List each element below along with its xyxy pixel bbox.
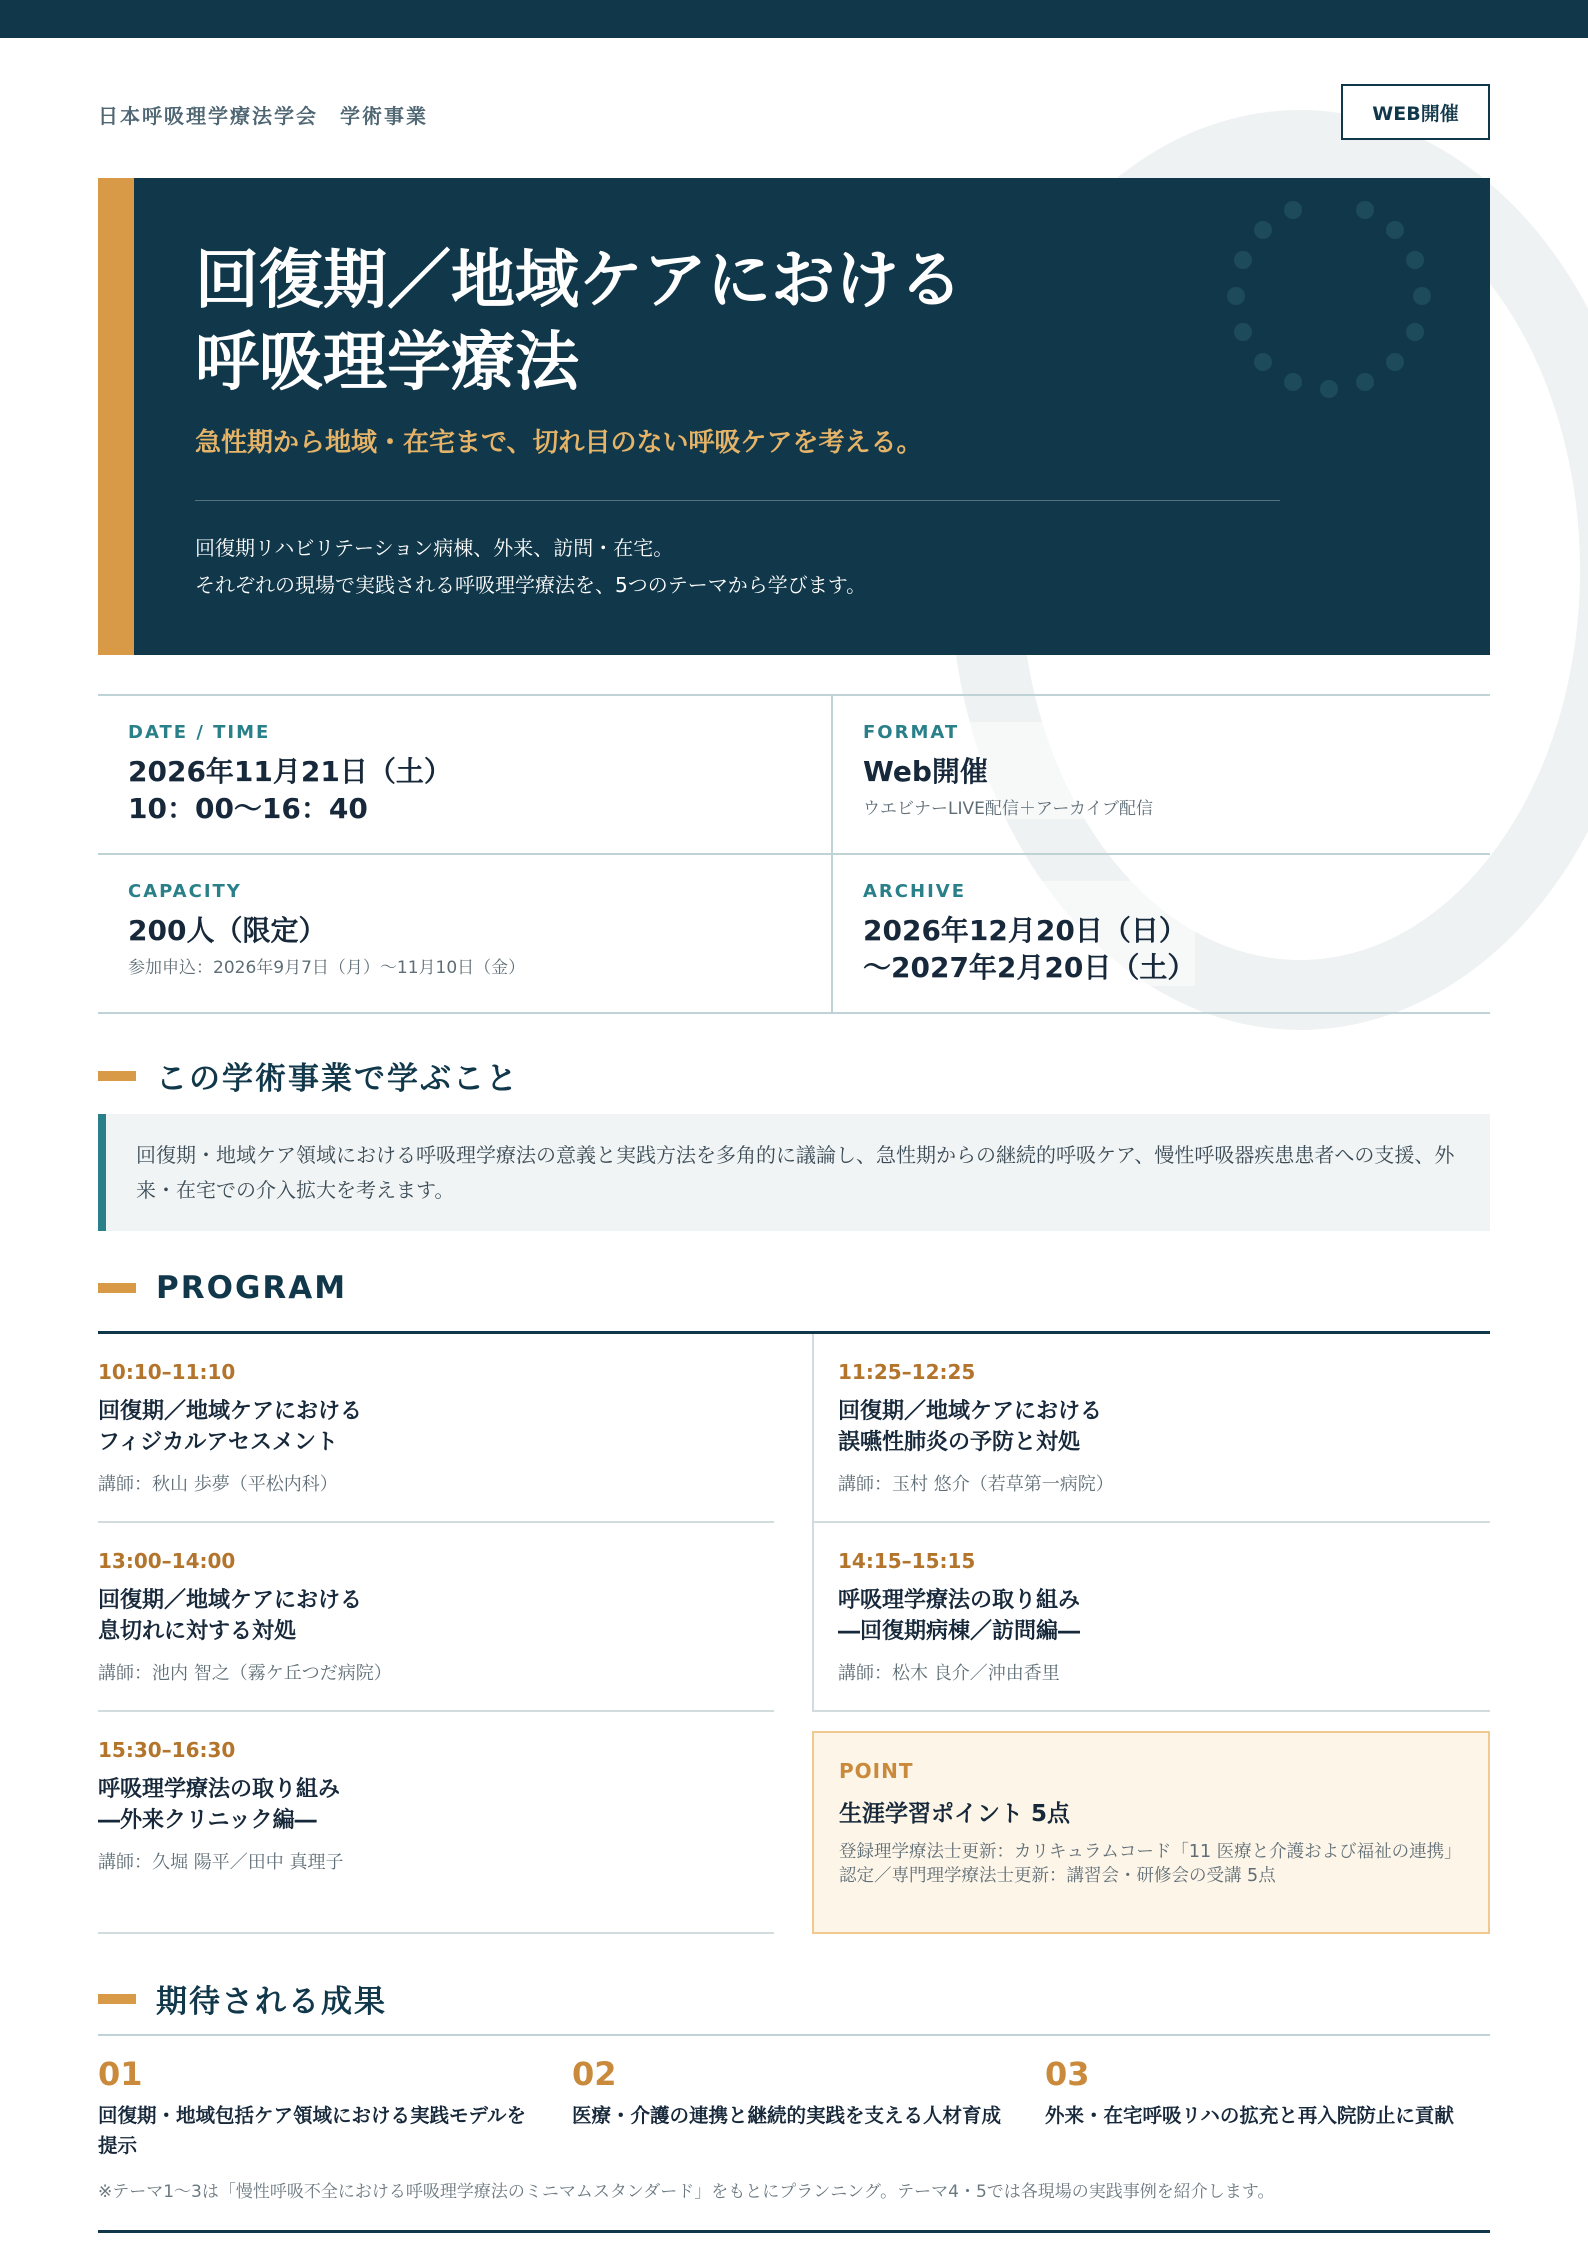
decorative-dot bbox=[1406, 251, 1424, 269]
program-session-5 bbox=[98, 1738, 343, 1874]
info-archive-label: ARCHIVE bbox=[863, 881, 966, 902]
decorative-dot bbox=[1386, 221, 1404, 239]
learn-summary: 回復期・地域ケア領域における呼吸理学療法の意義と実践方法を多角的に議論し、急性期からの継続的呼吸ケア、慢性呼吸器疾患患者への支援、外来・在宅での介入拡大を考えます。 bbox=[98, 1114, 1490, 1231]
info-archive bbox=[863, 881, 1195, 986]
outcome-text: 回復期・地域包括ケア領域における実践モデルを提示 bbox=[98, 2104, 527, 2157]
section-marker bbox=[98, 1071, 136, 1081]
program-session-4 bbox=[838, 1549, 1080, 1685]
decorative-dot bbox=[1406, 323, 1424, 341]
session-time: 15:30–16:30 bbox=[98, 1738, 236, 1762]
decorative-dot bbox=[1413, 287, 1431, 305]
footnote: ※テーマ1〜3は「慢性呼吸不全における呼吸理学療法のミニマムスタンダード」をもとにプランニング。テーマ4・5では各現場の実践事例を紹介します。 bbox=[98, 2182, 1275, 2202]
outcome-item-2 bbox=[572, 2055, 1012, 2131]
outcome-item-1 bbox=[98, 2055, 538, 2161]
decorative-dot bbox=[1234, 323, 1252, 341]
organizer-label: 日本呼吸理学療法学会 学術事業 bbox=[98, 104, 428, 128]
page-title: 回復期／地域ケアにおける 呼吸理学療法 bbox=[195, 244, 963, 400]
program-row-divider bbox=[98, 1710, 774, 1712]
info-format-label: FORMAT bbox=[863, 722, 960, 743]
session-title: 呼吸理学療法の取り組み ―回復期病棟／訪問編― bbox=[838, 1588, 1081, 1644]
point-note: 登録理学療法士更新：カリキュラムコード「11 医療と介護および福祉の連携」 認定／専門理学療法士更新：講習会・研修会の受講 5点 bbox=[839, 1842, 1462, 1886]
hero-divider bbox=[195, 500, 1280, 501]
info-capacity-value: 200人（限定） bbox=[128, 914, 327, 947]
info-capacity-note: 参加申込：2026年9月7日（月）〜11月10日（金） bbox=[128, 958, 526, 978]
section-marker bbox=[98, 1283, 136, 1293]
decorative-dot bbox=[1284, 373, 1302, 391]
decorative-dot bbox=[1356, 201, 1374, 219]
session-instructor: 講師：松木 良介／沖由香里 bbox=[838, 1663, 1060, 1684]
session-time: 10:10–11:10 bbox=[98, 1360, 236, 1384]
info-format-note: ウエビナーLIVE配信＋アーカイブ配信 bbox=[863, 799, 1153, 819]
event-info-grid bbox=[98, 694, 1490, 1014]
session-title: 回復期／地域ケアにおける 息切れに対する対処 bbox=[98, 1588, 363, 1644]
info-archive-value: 2026年12月20日（日） 〜2027年2月20日（土） bbox=[863, 914, 1196, 984]
session-instructor: 講師：玉村 悠介（若草第一病院） bbox=[838, 1474, 1114, 1495]
outcome-number: 02 bbox=[572, 2055, 617, 2093]
program-row-divider bbox=[812, 1710, 1490, 1712]
program-section-heading bbox=[98, 1270, 347, 1306]
program-session-3 bbox=[98, 1549, 392, 1685]
program-top-rule bbox=[98, 1331, 1490, 1334]
top-bar bbox=[0, 0, 1588, 38]
hero-description: 回復期リハビリテーション病棟、外来、訪問・在宅。 それぞれの現場で実践される呼吸理学療法を、5つのテーマから学びます。 bbox=[195, 536, 867, 597]
info-date-value: 2026年11月21日（土） 10：00〜16：40 bbox=[128, 755, 452, 825]
hero-subtitle: 急性期から地域・在宅まで、切れ目のない呼吸ケアを考える。 bbox=[195, 428, 923, 458]
program-row-divider bbox=[812, 1521, 1490, 1523]
outcomes-section-title: 期待される成果 bbox=[156, 1984, 387, 2020]
decorative-dot bbox=[1356, 373, 1374, 391]
outcome-text: 外来・在宅呼吸リハの拡充と再入院防止に貢献 bbox=[1045, 2104, 1454, 2127]
program-row-divider bbox=[98, 1932, 774, 1934]
hero-banner bbox=[98, 178, 1490, 655]
program-column-divider bbox=[812, 1334, 814, 1712]
session-title: 回復期／地域ケアにおける フィジカルアセスメント bbox=[98, 1399, 363, 1455]
decorative-dot bbox=[1254, 353, 1272, 371]
decorative-dot bbox=[1227, 287, 1245, 305]
learning-point-box bbox=[812, 1731, 1490, 1934]
session-instructor: 講師：久堀 陽平／田中 真理子 bbox=[98, 1852, 344, 1873]
program-section-title: PROGRAM bbox=[156, 1270, 348, 1306]
outcome-text: 医療・介護の連携と継続的実践を支える人材育成 bbox=[572, 2104, 1002, 2127]
session-instructor: 講師：池内 智之（霧ケ丘つだ病院） bbox=[98, 1663, 392, 1684]
info-divider-horizontal bbox=[98, 853, 1490, 855]
info-format bbox=[863, 722, 1153, 819]
info-date bbox=[128, 722, 452, 827]
learn-section-title: この学術事業で学ぶこと bbox=[156, 1061, 519, 1097]
outcomes-section-heading bbox=[98, 1976, 387, 2021]
session-title: 回復期／地域ケアにおける 誤嚥性肺炎の予防と対処 bbox=[838, 1399, 1103, 1455]
decorative-dot bbox=[1254, 221, 1272, 239]
bottom-rule bbox=[98, 2230, 1490, 2233]
program-session-2 bbox=[838, 1360, 1114, 1496]
program-row-divider bbox=[98, 1521, 774, 1523]
hero-accent-bar bbox=[98, 178, 134, 655]
decorative-dot bbox=[1284, 201, 1302, 219]
outcome-item-3 bbox=[1045, 2055, 1485, 2131]
learn-section-heading bbox=[98, 1053, 519, 1098]
info-date-label: DATE / TIME bbox=[128, 722, 271, 743]
outcomes-top-rule bbox=[98, 2034, 1490, 2036]
decorative-dot bbox=[1234, 251, 1252, 269]
session-time: 14:15–15:15 bbox=[838, 1549, 976, 1573]
info-capacity-label: CAPACITY bbox=[128, 881, 242, 902]
outcome-number: 01 bbox=[98, 2055, 143, 2093]
outcome-number: 03 bbox=[1045, 2055, 1090, 2093]
section-marker bbox=[98, 1994, 136, 2004]
info-capacity bbox=[128, 881, 525, 978]
point-label: POINT bbox=[839, 1759, 914, 1783]
session-instructor: 講師：秋山 歩夢（平松内科） bbox=[98, 1474, 338, 1495]
session-time: 11:25–12:25 bbox=[838, 1360, 976, 1384]
session-time: 13:00–14:00 bbox=[98, 1549, 236, 1573]
point-title: 生涯学習ポイント 5点 bbox=[839, 1801, 1071, 1827]
decorative-dot bbox=[1386, 353, 1404, 371]
session-title: 呼吸理学療法の取り組み ―外来クリニック編― bbox=[98, 1777, 341, 1833]
web-event-badge: WEB開催 bbox=[1341, 84, 1490, 140]
decorative-dot bbox=[1320, 380, 1338, 398]
program-session-1 bbox=[98, 1360, 362, 1496]
info-format-value: Web開催 bbox=[863, 755, 988, 788]
